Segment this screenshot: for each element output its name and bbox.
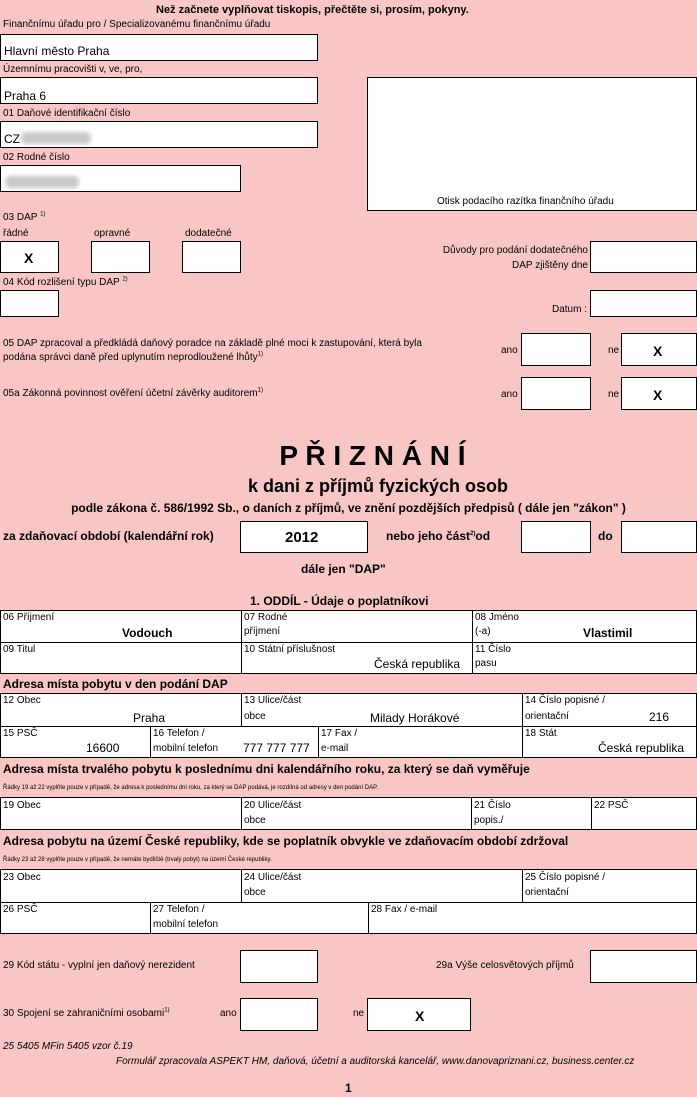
r14-label-2: orientační	[525, 711, 569, 722]
r25-label-1: 25 Číslo popisné /	[525, 872, 606, 883]
r05a-ne-label: ne	[608, 389, 620, 400]
r21-label-1: 21 Číslo	[474, 800, 511, 811]
address2-heading: Adresa místa trvalého pobytu k poslednímu dni kalendářního roku, za který se daň vyměřuje	[3, 762, 530, 776]
r05a-ano-checkbox[interactable]	[521, 377, 591, 410]
r05-label-2: podána správci daně před uplynutím neprodloužené lhůty$^{1)}$	[3, 351, 263, 363]
address1-table	[0, 693, 697, 758]
r18-value: Česká republika	[598, 741, 685, 755]
address3-note: Řádky 23 až 28 vyplňte pouze v případě, že nemáte bydliště (trvalý pobyt) na území České republiky.	[3, 857, 272, 863]
address2-table	[0, 797, 697, 830]
office-label: Finančnímu úřadu pro / Specializovanému finančnímu úřadu	[3, 19, 271, 30]
r16-label-2: mobilní telefon	[153, 743, 219, 754]
part-to-field[interactable]	[621, 521, 697, 553]
duvody-date-field[interactable]	[590, 241, 697, 273]
dodatecne-checkbox[interactable]	[182, 241, 241, 273]
radne-mark: X	[24, 250, 34, 266]
stamp-area	[367, 77, 697, 211]
r22-label: 22 PSČ	[594, 800, 629, 811]
r08-label-1: 08 Jméno	[475, 612, 519, 623]
duvody-label-2: DAP zjištěny dne	[512, 260, 588, 271]
r05a-ne-mark: X	[653, 387, 663, 403]
opravne-checkbox[interactable]	[91, 241, 150, 273]
r11-label-2: pasu	[475, 658, 497, 669]
datum-field[interactable]	[590, 290, 697, 317]
r05-ne-mark: X	[653, 343, 663, 359]
form-instruction: Než začnete vyplňovat tiskopis, přečtěte si, prosím, pokyny.	[156, 4, 469, 16]
r05a-ne-checkbox[interactable]	[621, 377, 697, 410]
kod-label: 04 Kód rozlišení typu DAP $^{2)}$	[3, 276, 128, 288]
r29-label: 29 Kód státu - vyplní jen daňový nerezident	[3, 960, 195, 971]
r30-ne-checkbox[interactable]	[367, 998, 471, 1031]
r12-label: 12 Obec	[3, 695, 41, 706]
r05-ano-label: ano	[501, 345, 518, 356]
form-subtitle: k dani z příjmů fyzických osob	[247, 476, 509, 496]
r27-label-1: 27 Telefon /	[153, 904, 205, 915]
branch-label: Územnímu pracovišti v, ve, pro,	[3, 64, 143, 75]
radne-label: řádné	[3, 228, 29, 239]
period-field[interactable]	[240, 521, 368, 553]
r28-label: 28 Fax / e-mail	[371, 904, 438, 915]
dic-prefix: CZ	[4, 132, 20, 146]
r30-ano-label: ano	[220, 1008, 237, 1019]
datum-label: Datum :	[552, 304, 588, 315]
office-value: Hlavní město Praha	[4, 44, 110, 58]
r05-label-1: 05 DAP zpracoval a předkládá daňový poradce na základě plné moci k zastupování, která byla	[3, 338, 422, 349]
r29-field[interactable]	[240, 950, 318, 983]
period-value: 2012	[285, 529, 319, 546]
r20-label-2: obce	[244, 815, 266, 826]
r10-value: Česká republika	[374, 657, 461, 671]
dic-label: 01 Daňové identifikační číslo	[3, 108, 131, 119]
r13-label-1: 13 Ulice/část	[244, 695, 302, 706]
r20-label-1: 20 Ulice/část	[244, 800, 302, 811]
r14-label-1: 14 Číslo popisné /	[525, 695, 606, 706]
r09-label: 09 Titul	[3, 644, 36, 655]
dap-label: 03 DAP $^{1)}$	[3, 211, 46, 223]
r16-value: 777 777 777	[243, 741, 310, 755]
dale-jen: dále jen "DAP"	[301, 562, 386, 576]
r05a-label: 05a Zákonná povinnost ověření účetní závěrky auditorem$^{1)}$	[3, 387, 263, 399]
address2-note: Řádky 19 až 22 vyplňte pouze v případě, že adresa k poslednímu dni roku, za který se DAP podává, je rozdílná od adresy v den podání DAP.	[3, 785, 379, 791]
r17-label-1: 17 Fax /	[321, 728, 358, 739]
r13-label-2: obce	[244, 711, 266, 722]
r19-label: 19 Obec	[3, 800, 41, 811]
r30-ne-mark: X	[415, 1008, 425, 1024]
section1-table	[0, 610, 697, 674]
part-label: nebo jeho část$^{2)}$od	[386, 529, 491, 543]
r27-label-2: mobilní telefon	[153, 919, 219, 930]
r29a-label: 29a Výše celosvětových příjmů	[436, 960, 574, 971]
r06-label: 06 Příjmení	[3, 612, 55, 623]
r30-ne-label: ne	[353, 1008, 365, 1019]
r25-label-2: orientační	[525, 887, 569, 898]
dodatecne-label: dodatečné	[185, 228, 232, 239]
r05a-ano-label: ano	[501, 389, 518, 400]
address3-table	[0, 869, 697, 934]
r07-label-1: 07 Rodné	[244, 612, 288, 623]
period-label: za zdaňovací období (kalendářní rok)	[3, 529, 214, 543]
r18-label: 18 Stát	[525, 728, 557, 739]
form-code: 25 5405 MFin 5405 vzor č.19	[3, 1041, 133, 1052]
r30-label: 30 Spojení se zahraničními osobami$^{1)}$	[3, 1007, 170, 1019]
kod-field[interactable]	[0, 290, 59, 317]
r30-ano-checkbox[interactable]	[240, 998, 318, 1031]
rc-field[interactable]	[0, 165, 241, 192]
dic-redacted	[21, 132, 91, 144]
r24-label-2: obce	[244, 887, 266, 898]
radne-checkbox[interactable]	[0, 241, 59, 273]
r05-ne-checkbox[interactable]	[621, 333, 697, 366]
part-from-field[interactable]	[521, 521, 591, 553]
r26-label: 26 PSČ	[3, 904, 38, 915]
r24-label-1: 24 Ulice/část	[244, 872, 302, 883]
r21-label-2: popis./	[474, 815, 504, 826]
stamp-label: Otisk podacího razítka finančního úřadu	[437, 196, 614, 207]
address3-heading: Adresa pobytu na území České republiky, kde se poplatník obvykle ve zdaňovacím období zdržoval	[3, 834, 569, 848]
opravne-label: opravné	[94, 228, 131, 239]
r16-label-1: 16 Telefon /	[153, 728, 205, 739]
page-number: 1	[345, 1081, 352, 1095]
r15-value: 16600	[86, 741, 120, 755]
form-credit: Formulář zpracovala ASPEKT HM, daňová, účetní a auditorská kancelář, www.danovapriznani.cz, business.center.cz	[116, 1056, 635, 1067]
r06-value: Vodouch	[122, 626, 173, 640]
rc-label: 02 Rodné číslo	[3, 152, 70, 163]
duvody-label-1: Důvody pro podání dodatečného	[442, 245, 588, 256]
r17-label-2: e-mail	[321, 743, 349, 754]
branch-field[interactable]	[0, 77, 318, 104]
r14-value: 216	[649, 710, 670, 724]
r29a-field[interactable]	[590, 950, 697, 983]
form-title: P Ř I Z N Á N Í	[279, 440, 466, 471]
do-label: do	[598, 529, 613, 543]
rc-redacted	[5, 176, 79, 188]
r08-label-2: (-a)	[475, 626, 491, 637]
r15-label: 15 PSČ	[3, 728, 38, 739]
office-field[interactable]	[0, 34, 318, 61]
r12-value: Praha	[133, 711, 166, 725]
r10-label: 10 Státní příslušnost	[244, 644, 336, 655]
r05-ne-label: ne	[608, 345, 620, 356]
branch-value: Praha 6	[4, 89, 47, 103]
section1-heading: 1. ODDÍL - Údaje o poplatníkovi	[250, 594, 429, 608]
form-law: podle zákona č. 586/1992 Sb., o daních z příjmů, ve znění pozdějších předpisů ( dále jen "zákon" )	[71, 501, 626, 515]
r23-label: 23 Obec	[3, 872, 41, 883]
r13-value: Milady Horákové	[370, 711, 460, 725]
r07-label-2: příjmení	[244, 626, 281, 637]
r11-label-1: 11 Číslo	[475, 644, 511, 655]
r05-ano-checkbox[interactable]	[521, 333, 591, 366]
address1-heading: Adresa místa pobytu v den podání DAP	[3, 677, 228, 691]
dic-field[interactable]	[0, 121, 318, 148]
r08-value: Vlastimil	[583, 626, 633, 640]
